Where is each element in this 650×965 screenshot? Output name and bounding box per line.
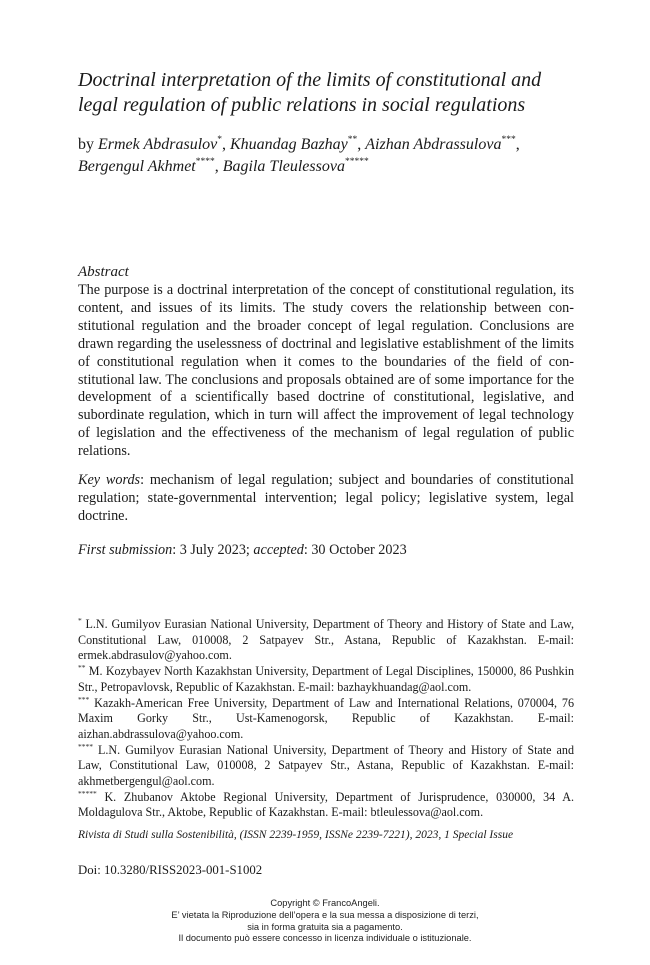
affiliation-mark: ** bbox=[347, 135, 358, 145]
footnote-text: Kazakh-American Free University, Department of Law and International Relations, 070004, 76 Maxim Gorky Str., Ust-Kamenogorsk, Republic of Kazakhstan. E-mail: aizhan.abdrassulova@yahoo.com. bbox=[78, 695, 574, 741]
footnote bbox=[78, 664, 574, 695]
keywords-text: : mechanism of legal regulation; subject and boundaries of constitutional regulation; state-governmental intervention; legal policy; legislative system, legal doctrine. bbox=[78, 472, 574, 524]
doi: Doi: 10.3280/RISS2023-001-S1002 bbox=[78, 863, 263, 877]
affiliation-mark: * bbox=[217, 135, 222, 145]
footnote-mark: *** bbox=[78, 694, 90, 704]
author-line bbox=[78, 134, 588, 178]
author-separator: , bbox=[222, 136, 230, 153]
footnote-text: K. Zhubanov Aktobe Regional University, Department of Jurisprudence, 030000, 34 A. Moldagulova Str., Aktobe, Republic of Kazakhstan. E-mail: btleulessova@aol.com. bbox=[78, 789, 574, 820]
submission-dates bbox=[78, 541, 574, 559]
footnote-text: M. Kozybayev North Kazakhstan University, Department of Legal Disciplines, 150000, 86 Pushkin Str., Petropavlovsk, Republic of Kazakhstan. E-mail: bazhaykhuandag@aol.com. bbox=[78, 664, 574, 694]
author-separator: , bbox=[357, 136, 366, 153]
footnote-text: L.N. Gumilyov Eurasian National University, Department of Theory and History of State and Law, Constitutional Law, 010008, 2 Satpayev Str., Astana, Republic of Kazakhstan. E-mail: ermek.abdrasulov@yahoo.com. bbox=[78, 617, 574, 663]
footnote bbox=[78, 743, 574, 790]
keywords bbox=[78, 472, 574, 526]
affiliation-mark: ***** bbox=[344, 157, 369, 167]
affiliation-mark: *** bbox=[501, 135, 516, 145]
author-name: Ermek Abdrasulov bbox=[98, 136, 218, 153]
author-name: Bagila Tleulessova bbox=[222, 158, 345, 175]
keywords-label: Key words bbox=[78, 472, 141, 488]
footnote-mark: ***** bbox=[78, 788, 97, 798]
accepted-label: accepted bbox=[253, 542, 304, 558]
affiliation-mark: **** bbox=[195, 157, 215, 167]
footnote bbox=[78, 790, 574, 821]
footnote-mark: * bbox=[78, 616, 82, 625]
copyright-line: E’ vietata la Riproduzione dell’opera e la sua messa a disposizione di terzi, bbox=[171, 909, 479, 920]
first-submission-label: First submission bbox=[78, 542, 173, 558]
author-name: Aizhan Abdrassulova bbox=[365, 136, 502, 153]
by-prefix: by bbox=[78, 136, 98, 153]
footnote-mark: **** bbox=[78, 741, 93, 751]
author-separator: , bbox=[214, 158, 223, 175]
affiliation-footnotes bbox=[78, 617, 574, 821]
footnote-text: L.N. Gumilyov Eurasian National University, Department of Theory and History of State and Law, Constitutional Law, 010008, 2 Satpayev Str., Astana, Republic of Kazakhstan. E-mail: akhmetbergengul@aol.com. bbox=[78, 742, 574, 789]
author-name: Bergengul Akhmet bbox=[78, 158, 196, 175]
author-name: Khuandag Bazhay bbox=[230, 136, 348, 153]
copyright-line: sia in forma gratuita sia a pagamento. bbox=[247, 921, 403, 932]
footnote bbox=[78, 696, 574, 743]
accepted-date: : 30 October 2023 bbox=[303, 542, 407, 558]
abstract-heading: Abstract bbox=[78, 264, 129, 280]
first-submission-date: : 3 July 2023; bbox=[172, 542, 254, 558]
author-separator: , bbox=[515, 136, 520, 153]
footnote bbox=[78, 617, 574, 664]
abstract-text: The purpose is a doctrinal interpretation of the concept of constitutional regulation, its content, and issues of its limits. The study covers the relationship between constitutional regulation and the broader concept of legal regulation. Conclusions are drawn regarding the uselessness of doctrinal and legislative establishment of the limits of constitutional regulation when it comes to the boundaries of the field of constitutional law. The conclusions and proposals obtained are of some importance for the development of a scientifically based doctrine of constitutional, legislative, and subordinate regulation, which in turn will affect the improvement of legal technology of legislation and the effectiveness of the mechanism of legal regulation of public relations. bbox=[78, 282, 574, 460]
copyright-notice bbox=[100, 898, 550, 945]
article-title: Doctrinal interpretation of the limits of constitutional and legal regulation of public relations in social regulations bbox=[78, 69, 542, 116]
journal-citation: Rivista di Studi sulla Sostenibilità, (ISSN 2239-1959, ISSNe 2239-7221), 2023, 1 Special Issue bbox=[78, 829, 514, 841]
copyright-line: Copyright © FrancoAngeli. bbox=[270, 898, 380, 908]
footnote-mark: ** bbox=[78, 663, 86, 673]
copyright-line: Il documento può essere concesso in licenza individuale o istituzionale. bbox=[178, 933, 472, 944]
